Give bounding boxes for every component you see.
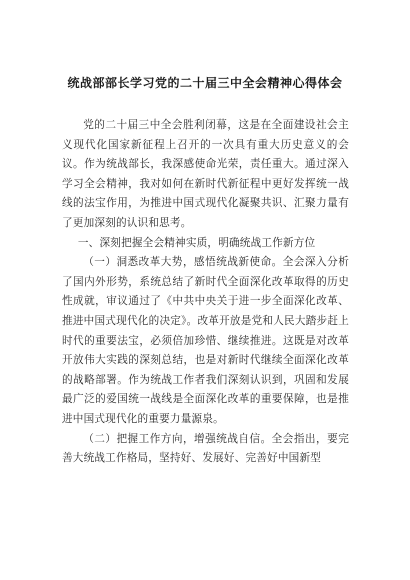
paragraph-intro: 党的二十届三中全会胜利闭幕，这是在全面建设社会主义现代化国家新征程上召开的一次具有重大历史意义的会议。作为统战部长，我深感使命光荣，责任重大。通过深入学习全会精神，我对如何在新时代新征程中更好发挥统一战线的法宝作用，为推进中国式现代化凝聚共识、汇聚力量有了更加深刻的认识和思考。 [62,119,349,229]
paragraph-1: （一）洞悉改革大势，感悟统战新使命。全会深入分析了国内外形势，系统总结了新时代全面深化改革取得的历史性成就，审议通过了《中共中央关于进一步全面深化改革、推进中国式现代化的决定》。改革开放是党和人民大踏步赶上时代的重要法宝，必须倍加珍惜、继续推进。这既是对改革开放伟大实践的深刻总结，也是对新时代继续全面深化改革的战略部署。作为统战工作者我们深刻认识到，巩固和发展最广泛的爱国统一战线是全面深化改革的重要保障，也是推进中国式现代化的重要力量源泉。 [62,256,349,425]
document-body [62,116,349,469]
section-heading-1: 一、深刻把握全会精神实质，明确统战工作新方位 [77,236,316,249]
paragraph-2: （二）把握工作方向，增强统战自信。全会指出，要完善大统战工作格局，坚持好、发展好、完善好中国新型 [62,432,349,465]
document-title: 统战部部长学习党的二十届三中全会精神心得体会 [67,76,343,90]
